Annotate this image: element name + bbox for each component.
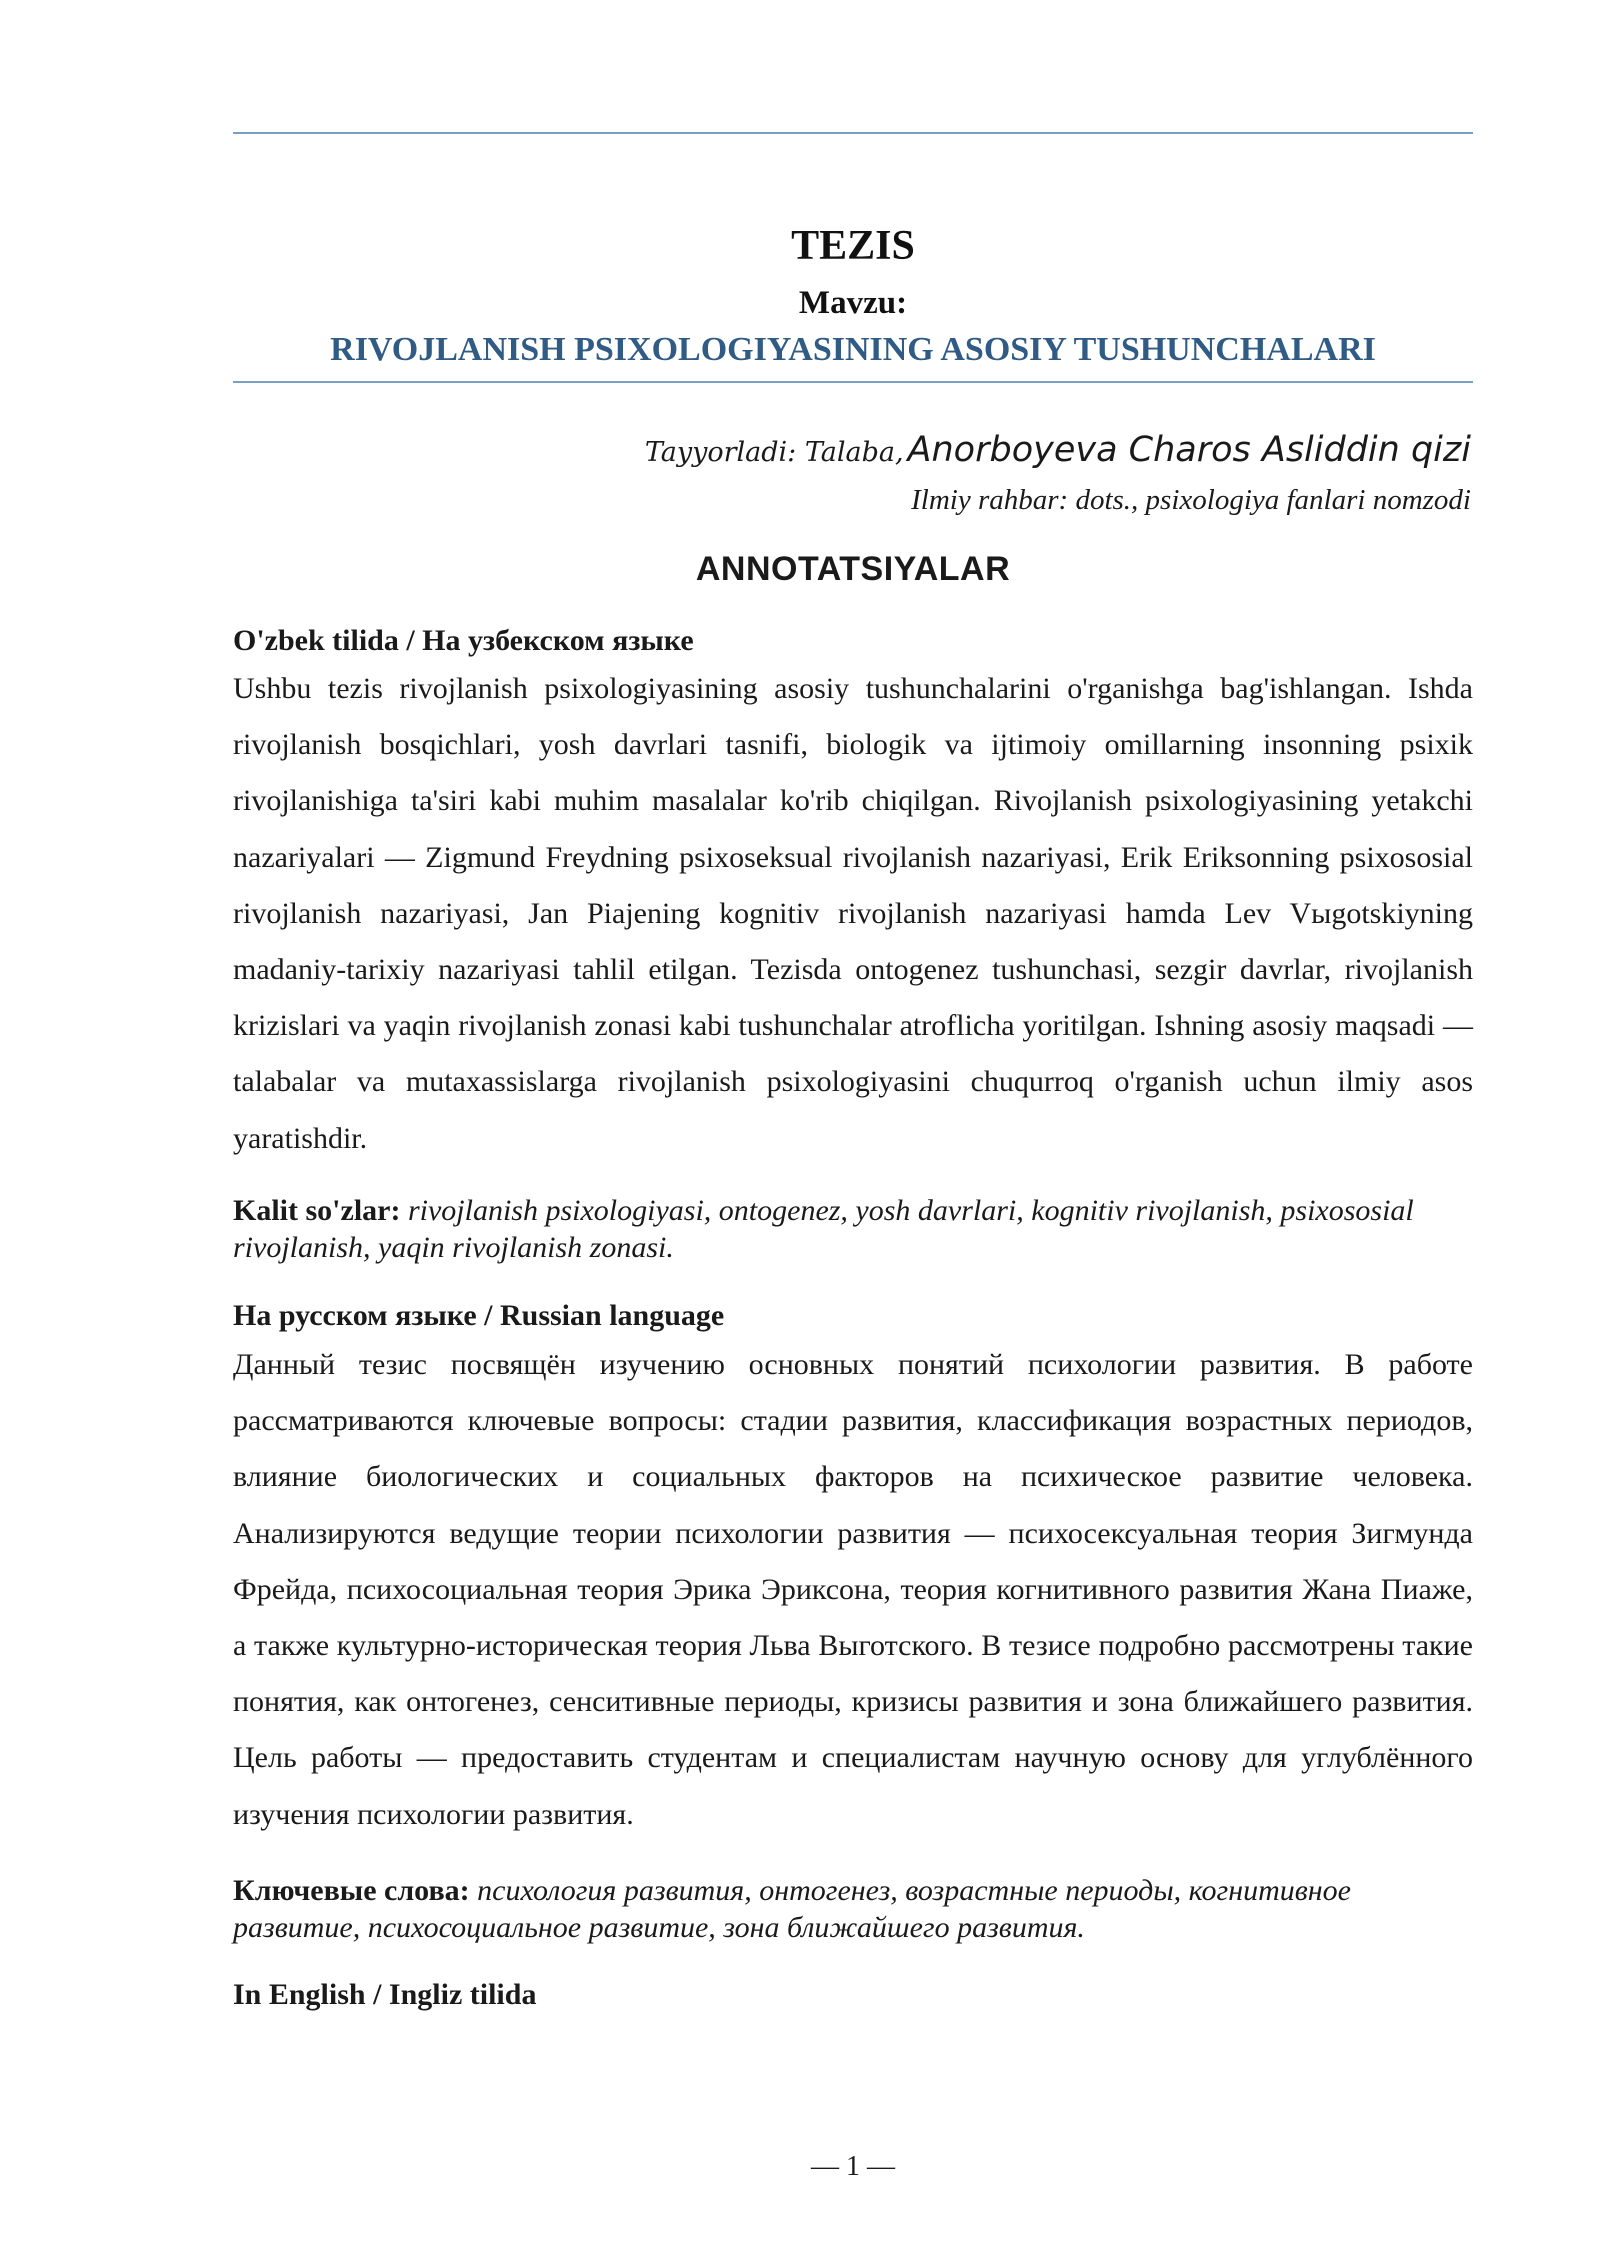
english-section-heading: In English / Ingliz tilida — [233, 1978, 537, 2011]
uzbek-keywords-label: Kalit so'zlar: — [233, 1194, 401, 1227]
title-divider — [233, 381, 1473, 383]
russian-keywords-label: Ключевые слова: — [233, 1874, 470, 1907]
page-number: — 1 — — [811, 2151, 895, 2182]
document-title: TEZIS — [791, 223, 915, 269]
annotations-heading — [233, 546, 1473, 592]
russian-section-heading: На русском языке / Russian language — [233, 1299, 725, 1332]
uzbek-keywords-text: rivojlanish psixologiyasi, ontogenez, yosh davrlari, kognitiv rivojlanish, psixososial rivojlanish, yaqin rivojlanish zonasi. — [233, 1194, 1414, 1264]
author-line — [645, 426, 1471, 481]
annotations-heading-text: ANNOTATSIYALAR — [695, 550, 1011, 588]
document-page — [233, 0, 1473, 2262]
prepared-by-label: Tayyorladi: Talaba, — [644, 437, 904, 468]
uzbek-annotation-text: Ushbu tezis rivojlanish psixologiyasining asosiy tushunchalarini o'rganishga bag'ishlangan. Ishda rivojlanish bosqichlari, yosh davrlari tasnifi, biologik va ijtimoiy omillarning insonning psixik rivojlanishiga ta'siri kabi muhim masalalar ko'rib chiqilgan. Rivojlanish psixologiyasining yetakchi nazariyalari — Zigmund Freydning psixoseksual rivojlanish nazariyasi, Erik Eriksonning psixososial rivojlanish nazariyasi, Jan Piajening kognitiv rivojlanish nazariyasi hamda Lev Vыgotskiyning madaniy-tarixiy nazariyasi tahlil etilgan. Tezisda ontogenez tushunchasi, sezgir davrlar, rivojlanish krizislari va yaqin rivojlanish zonasi kabi tushunchalar atroflicha yoritilgan. Ishning asosiy maqsadi — talabalar va mutaxassislarga rivojlanish psixologiyasini chuqurroq o'rganish uchun ilmiy asos yaratishdir. — [233, 672, 1473, 1155]
russian-annotation-text: Данный тезис посвящён изучению основных понятий психологии развития. В работе рассматриваются ключевые вопросы: стадии развития, классификация возрастных периодов, влияние биологических и социальных факторов на психическое развитие человека. Анализируются ведущие теории психологии развития — психосексуальная теория Зигмунда Фрейда, психосоциальная теория Эрика Эриксона, теория когнитивного развития Жана Пиаже, а также культурно-историческая теория Льва Выготского. В тезисе подробно рассмотрены такие понятия, как онтогенез, сенситивные периоды, кризисы развития и зона ближайшего развития. Цель работы — предоставить студентам и специалистам научную основу для углублённого изучения психологии развития. — [233, 1348, 1473, 1831]
top-divider — [233, 132, 1473, 134]
topic-label: Mavzu: — [798, 285, 908, 321]
uzbek-section-heading: O'zbek tilida / На узбекском языке — [233, 624, 694, 657]
russian-keywords — [233, 1872, 1473, 1946]
russian-keywords-text: психология развития, онтогенез, возрастные периоды, когнитивное развитие, психосоциальное развитие, зона ближайшего развития. — [233, 1874, 1351, 1944]
uzbek-keywords — [233, 1192, 1473, 1266]
author-name: Anorboyeva Charos Asliddin qizi — [907, 430, 1471, 470]
advisor-line: Ilmiy rahbar: dots., psixologiya fanlari nomzodi — [911, 484, 1471, 516]
topic-title: RIVOJLANISH PSIXOLOGIYASINING ASOSIY TUSHUNCHALARI — [330, 331, 1376, 368]
